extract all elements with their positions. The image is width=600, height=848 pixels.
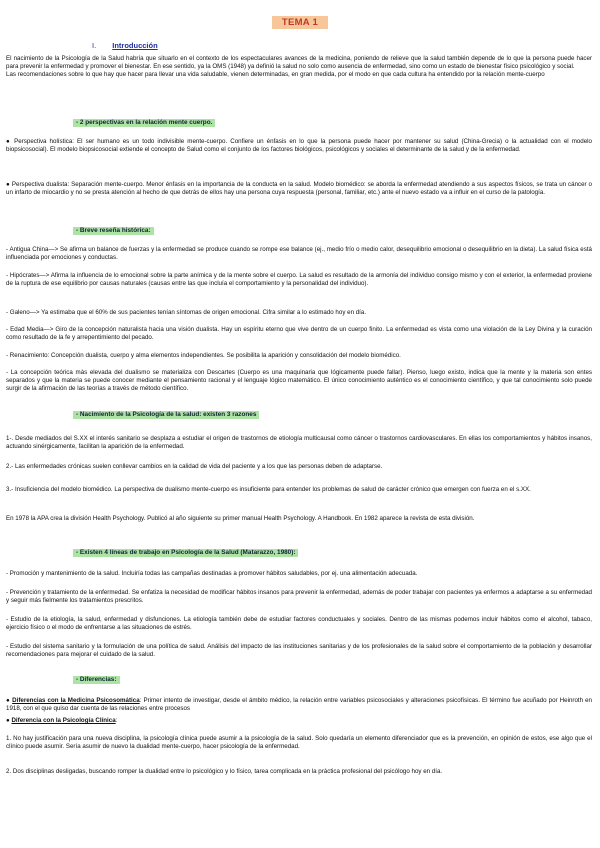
history-china: - Antigua China—> Se afirma un balance de fuerzas y la enfermedad se produce cuando se rompe ese balance (ej., medio frío o medio calor, desequilibrio emocional o desequilibrio en la dieta). La salud física está influenciada por emociones y conductas.: [6, 246, 592, 262]
history-galen: - Galeno—> Ya estimaba que el 60% de sus pacientes tenían síntomas de origen emocional. Cifra similar a lo estimado hoy en día.: [6, 309, 367, 316]
intro-paragraph-2: Las recomendaciones sobre lo que hay que hacer para llevar una vida saludable, vienen determinadas, en gran medida, por el modo en que cada cultura ha entendido por la relación mente-cuerpo: [6, 71, 545, 79]
reason-1: 1-. Desde mediados del S.XX el interés sanitario se desplaza a estudiar el origen de trastornos de etiología multicausal como cáncer o trastornos cardiovasculares. En ellas los comportamientos y hábitos insanos, actuando sinérgicamente, facilitan la aparición de la enfermedad.: [6, 435, 592, 451]
history-descartes: - La concepción teórica más elevada del dualismo se materializa con Descartes (Cuerpo es una maquinaria que lógicamente puede fallar). Pienso, luego existo, indica que la mente y la materia son entes separados y que la materia se puede conocer mediante el pensamiento racional y el lenguaje lógico matemático. El único conocimiento auténtico es el conocimiento científico, y que tal conocimiento solo puede surgir de la afirmación de las teorías a través de método científico.: [6, 369, 592, 393]
section-birth: - Nacimiento de la Psicología de la salud: existen 3 razones: [73, 411, 259, 419]
intro-heading-link[interactable]: Introducción: [112, 41, 158, 50]
clinical-label: Diferencia con la Psicología Clínica: [11, 717, 116, 724]
intro-number: I.: [92, 41, 97, 50]
clinical-point-1: 1. No hay justificación para una nueva disciplina, la psicología clínica puede asumir a la psicología de la salud. Solo quedaría un elemento diferenciador que es la prevención, en opinión de estos, ese algo que el clínico puede asumir. Sería asumir de nuevo la dualidad mente-cuerpo, hacer psicología de la enfermedad.: [6, 735, 592, 751]
line-prevention: - Prevención y tratamiento de la enfermedad. Se enfatiza la necesidad de modificar hábitos insanos para prevenir la enfermedad, además de poder trabajar con pacientes ya enfermos a adaptarse a su enfermedad y seguir más fielmente los tratamientos prescritos.: [6, 589, 592, 605]
line-etiology: - Estudio de la etiología, la salud, enfermedad y disfunciones. La etiología también debe de estudiar factores conductuales y sociales. Dentro de las mismas podemos incluir hábitos como el alcohol, tabaco, ejercicio físico o el modo de enfrentarse a las situaciones de estrés.: [6, 616, 592, 632]
clinical-point-2: 2. Dos disciplinas desligadas, buscando romper la dualidad entre lo psicológico y lo físico, tarea complicada en la práctica profesional del psicólogo hoy en día.: [6, 768, 443, 775]
section-history: - Breve reseña histórica:: [73, 227, 154, 235]
line-promotion: - Promoción y mantenimiento de la salud. Incluiría todas las campañas destinadas a promover hábitos saludables, por ej. una alimentación adecuada.: [6, 570, 418, 577]
section-lines: - Existen 4 líneas de trabajo en Psicología de la Salud (Matarazzo, 1980):: [73, 549, 298, 557]
apa-note: En 1978 la APA crea la división Health Psychology. Publicó al año siguiente su primer manual Health Psychology. A Handbook. En 1982 aparece la revista de esta división.: [6, 515, 475, 522]
intro-heading: [92, 41, 158, 50]
difference-psychosomatic: [6, 697, 592, 713]
intro-paragraph-1: El nacimiento de la Psicología de la Salud habría que situarlo en el contexto de los espectaculares avances de la medicina, poniendo de relieve que la salud también depende de lo que la persona puede hacer para prevenir la enfermedad y promover el bienestar. En ese sentido, ya la OMS (1948) ya definió la salud no solo como ausencia de enfermedad, sino como un estado de bienestar físico psicológico y social.: [6, 55, 592, 71]
section-perspectives: - 2 perspectivas en la relación mente cuerpo.: [73, 119, 215, 127]
bullet-icon: ●: [6, 697, 13, 704]
history-middle-ages: - Edad Media—> Giro de la concepción naturalista hacia una visión dualista. Hay un espíritu eterno que vive dentro de un cuerpo finito. La enfermedad es vista como una violación de la Ley Divina y la curación como resultado de la fe y arrepentimiento del pecado.: [6, 326, 592, 342]
difference-clinical-heading: [6, 717, 592, 725]
reason-3: 3.- Insuficiencia del modelo biomédico. La perspectiva de dualismo mente-cuerpo es insuficiente para entender los problemas de salud de carácter crónico que emergen con fuerza en el s.XX.: [6, 486, 531, 493]
psychosomatic-label: Diferencias con la Medicina Psicosomática: [12, 697, 140, 704]
bullet-icon: ●: [6, 717, 12, 724]
perspective-dualist: ● Perspectiva dualista: Separación mente-cuerpo. Menor énfasis en la importancia de la conducta en la salud. Modelo biomédico: se aborda la enfermedad atendiendo a sus aspectos físicos, se trata un cáncer o un infarto de miocardio y no se presta atención al hecho de que detrás de ellos hay una persona cuya respuesta (personal, familiar, etc.) ante el nuevo estado va a influir en el curso de la patología.: [6, 181, 592, 197]
reason-2: 2.- Las enfermedades crónicas suelen conllevar cambios en la calidad de vida del paciente y a los que las personas deben de adaptarse.: [6, 463, 383, 470]
psychosomatic-text: : Primer intento de investigar, desde el ámbito médico, la relación entre variables psicosociales y alteraciones psicofísicas. El término fue acuñado por Heinroth en 1918, con el que quiso dar cuenta de las relaciones entre procesos: [6, 697, 592, 713]
page-title: TEMA 1: [272, 16, 328, 29]
section-differences: - Diferencias:: [73, 676, 120, 684]
intro-text: [6, 55, 592, 79]
clinical-suffix: :: [115, 717, 118, 724]
line-health-system: - Estudio del sistema sanitario y la formulación de una política de salud. Análisis del impacto de las instituciones sanitarias y de los profesionales de la salud sobre el comportamiento de la población y desarrollar recomendaciones para mejorar el cuidado de la salud.: [6, 643, 592, 659]
perspective-holistic: ● Perspectiva holística: El ser humano es un todo indivisible mente-cuerpo. Confiere un énfasis en lo que la persona puede hacer por mantener su salud (China-Grecia) o la actualidad con el modelo biopsicosocial). El modelo biopsicosocial extiende el concepto de Salud como el conjunto de los factores biológicos, psicológicos y sociales el determinante de la salud y de la enfermedad.: [6, 138, 592, 154]
history-renaissance: - Renacimiento: Concepción dualista, cuerpo y alma elementos independientes. Se posibilita la aparición y consolidación del modelo biomédico.: [6, 352, 401, 359]
history-hippocrates: - Hipócrates—> Afirma la influencia de lo emocional sobre la parte anímica y de la mente sobre el cuerpo. La salud es resultado de la armonía del individuo consigo mismo y con el exterior, la enfermedad proviene de la ruptura de ese equilibrio por causas naturales (causas entre las que incluía el comportamiento y la personalidad del individuo).: [6, 272, 592, 288]
title-wrap: [0, 12, 600, 30]
